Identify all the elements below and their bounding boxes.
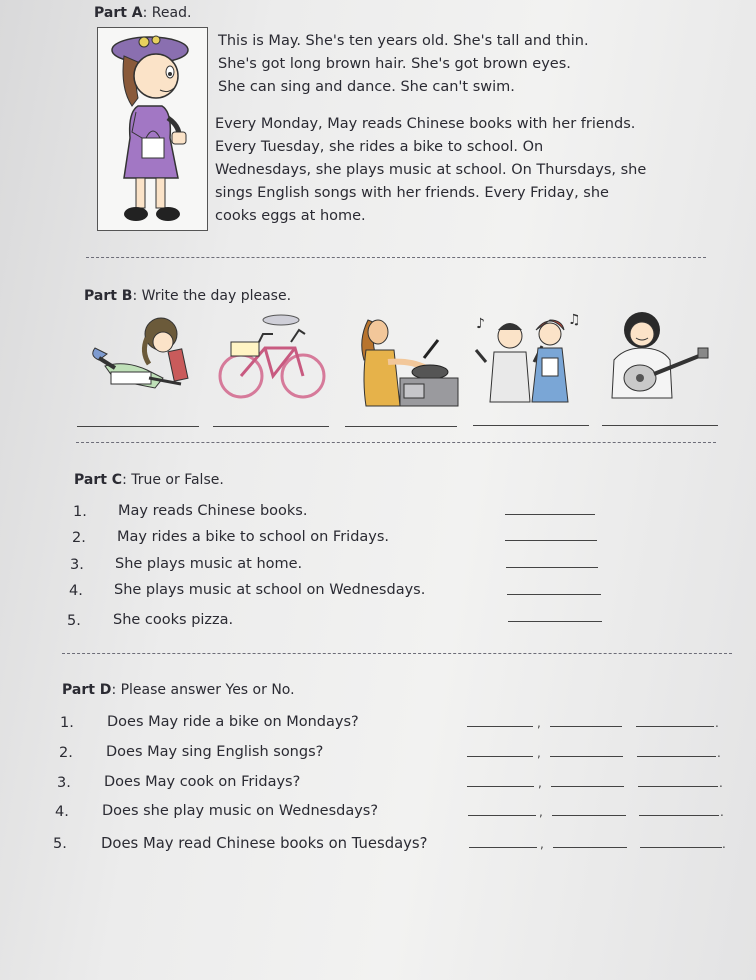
text-line: This is May. She's ten years old. She's tall and thin.	[218, 33, 589, 49]
part-a-heading	[94, 5, 191, 21]
answer-blank[interactable]	[550, 726, 622, 727]
part-d-instruction: : Please answer Yes or No.	[111, 682, 295, 698]
answer-blank[interactable]	[553, 847, 627, 848]
question-text: May reads Chinese books.	[118, 503, 308, 519]
svg-text:♫: ♫	[568, 312, 581, 328]
period: .	[715, 716, 719, 730]
text-line: Every Tuesday, she rides a bike to school. On	[215, 139, 544, 155]
part-b-label: Part B	[84, 288, 133, 304]
question-text: Does May cook on Fridays?	[104, 774, 301, 790]
comma: ,	[538, 776, 542, 790]
period: .	[717, 746, 721, 760]
part-b-instruction: : Write the day please.	[132, 288, 292, 304]
answer-blank[interactable]	[77, 426, 199, 427]
item-number: 4.	[55, 804, 69, 820]
section-divider	[76, 442, 716, 443]
cooking-woman-picture	[354, 310, 464, 410]
answer-blank[interactable]	[639, 815, 719, 816]
period: .	[722, 837, 726, 851]
answer-blank[interactable]	[636, 726, 714, 727]
part-b-heading	[84, 288, 291, 304]
item-number: 3.	[70, 557, 84, 573]
comma: ,	[537, 716, 541, 730]
item-number: 1.	[73, 504, 87, 520]
part-d-heading	[62, 682, 295, 698]
may-portrait-frame	[97, 27, 208, 231]
answer-blank[interactable]	[468, 815, 536, 816]
answer-blank[interactable]	[640, 847, 722, 848]
reading-girl-picture	[85, 308, 200, 398]
answer-blank[interactable]	[469, 847, 537, 848]
answer-blank[interactable]	[551, 786, 624, 787]
answer-blank[interactable]	[467, 786, 534, 787]
comma: ,	[540, 837, 544, 851]
answer-blank[interactable]	[552, 815, 626, 816]
may-portrait-illustration	[98, 28, 206, 229]
text-line: She's got long brown hair. She's got brown eyes.	[218, 56, 571, 72]
answer-blank[interactable]	[473, 425, 589, 426]
part-d-label: Part D	[62, 682, 112, 698]
part-a-label: Part A	[94, 5, 143, 21]
comma: ,	[539, 805, 543, 819]
text-line: sings English songs with her friends. Every Friday, she	[215, 185, 609, 201]
question-text: Does she play music on Wednesdays?	[102, 803, 379, 819]
item-number: 1.	[60, 715, 74, 731]
svg-text:♪: ♪	[476, 316, 485, 332]
answer-blank[interactable]	[638, 786, 718, 787]
answer-blank[interactable]	[550, 756, 623, 757]
comma: ,	[537, 746, 541, 760]
answer-blank[interactable]	[467, 756, 533, 757]
item-number: 4.	[69, 583, 83, 599]
text-line: She can sing and dance. She can't swim.	[218, 79, 515, 95]
part-a-paragraph-1	[218, 30, 589, 99]
answer-blank[interactable]	[505, 540, 597, 541]
question-text: Does May sing English songs?	[106, 744, 324, 760]
question-text: She plays music at home.	[115, 556, 303, 572]
item-number: 2.	[59, 745, 73, 761]
item-number: 5.	[67, 613, 81, 629]
answer-blank[interactable]	[505, 514, 595, 515]
question-text: She cooks pizza.	[113, 612, 234, 628]
period: .	[720, 805, 724, 819]
part-a-instruction: : Read.	[142, 5, 192, 21]
part-a-paragraph-2	[215, 113, 646, 228]
answer-blank[interactable]	[213, 426, 329, 427]
item-number: 2.	[72, 530, 86, 546]
part-c-heading	[74, 472, 224, 488]
answer-blank[interactable]	[507, 594, 601, 595]
question-text: Does May ride a bike on Mondays?	[107, 714, 359, 730]
answer-blank[interactable]	[602, 425, 718, 426]
guitar-girl-picture	[600, 308, 712, 402]
question-text: She plays music at school on Wednesdays.	[114, 582, 426, 598]
answer-blank[interactable]	[467, 726, 533, 727]
question-text: Does May read Chinese books on Tuesdays?	[101, 835, 428, 852]
answer-blank[interactable]	[345, 426, 457, 427]
text-line: cooks eggs at home.	[215, 208, 366, 224]
item-number: 3.	[57, 775, 71, 791]
period: .	[719, 776, 723, 790]
section-divider	[62, 653, 732, 654]
answer-blank[interactable]	[637, 756, 716, 757]
question-text: May rides a bike to school on Fridays.	[117, 529, 390, 545]
text-line: Every Monday, May reads Chinese books with her friends.	[215, 116, 636, 132]
singers-picture	[472, 306, 584, 406]
answer-blank[interactable]	[508, 621, 602, 622]
answer-blank[interactable]	[506, 567, 598, 568]
bicycle-picture	[213, 312, 331, 402]
section-divider	[86, 257, 706, 258]
part-c-instruction: : True or False.	[122, 472, 224, 488]
item-number: 5.	[53, 836, 67, 852]
text-line: Wednesdays, she plays music at school. On Thursdays, she	[215, 162, 647, 178]
part-c-label: Part C	[74, 472, 123, 488]
